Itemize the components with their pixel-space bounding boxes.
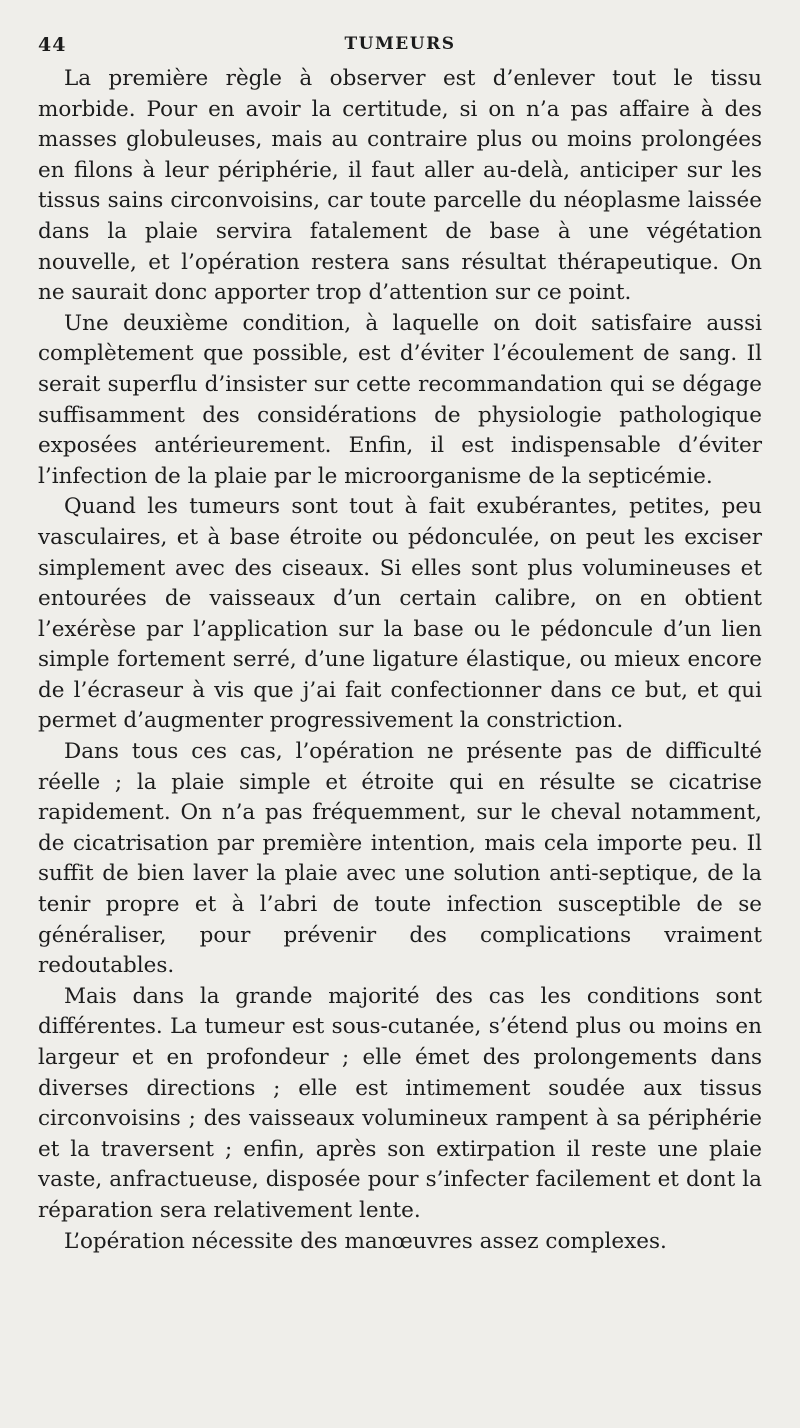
paragraph: Quand les tumeurs sont tout à fait exubérantes, petites, peu vasculaires, et à base étroite ou pédonculée, on peut les exciser simplement avec des ciseaux. Si elles sont plus volumineuses et entourées de vaisseaux d’un certain calibre, on en obtient l’exérèse par l’application sur la base ou le pédoncule d’un lien simple fortement serré, d’une ligature élastique, ou mieux encore de l’écraseur à vis que j’ai fait confectionner dans ce but, et qui permet d’augmenter progressivement la constriction. [38,494,762,734]
running-title: TUMEURS [344,34,456,54]
body-text [38,64,762,1257]
paragraph: La première règle à observer est d’enlever tout le tissu morbide. Pour en avoir la certitude, si on n’a pas affaire à des masses globuleuses, mais au contraire plus ou moins prolongées en filons à leur périphérie, il faut aller au-delà, anticiper sur les tissus sains circonvoisins, car toute parcelle du néoplasme laissée dans la plaie servira fatalement de base à une végétation nouvelle, et l’opération restera sans résultat thérapeutique. On ne saurait donc apporter trop d’attention sur ce point. [38,66,762,306]
paragraph: L’opération nécessite des manœuvres assez complexes. [64,1228,667,1254]
paragraph: Une deuxième condition, à laquelle on doit satisfaire aussi complètement que possible, est d’éviter l’écoulement de sang. Il serait superflu d’insister sur cette recommandation qui se dégage suffisamment des considérations de physiologie pathologique exposées antérieurement. Enfin, il est indispensable d’éviter l’infection de la plaie par le microorganisme de la septicémie. [38,310,762,489]
paragraph: Dans tous ces cas, l’opération ne présente pas de difficulté réelle ; la plaie simple et étroite qui en résulte se cicatrise rapidement. On n’a pas fréquemment, sur le cheval notamment, de cicatrisation par première intention, mais cela importe peu. Il suffit de bien laver la plaie avec une solution anti-septique, de la tenir propre et à l’abri de toute infection susceptible de se généraliser, pour prévenir des complications vraiment redoutables. [38,739,762,979]
page-header [38,30,762,64]
page-number: 44 [38,34,67,56]
paragraph: Mais dans la grande majorité des cas les conditions sont différentes. La tumeur est sous-cutanée, s’étend plus ou moins en largeur et en profondeur ; elle émet des prolongements dans diverses directions ; elle est intimement soudée aux tissus circonvoisins ; des vaisseaux volumineux rampent à sa périphérie et la traversent ; enfin, après son extirpation il reste une plaie vaste, anfractueuse, disposée pour s’infecter facilement et dont la réparation sera relativement lente. [38,983,762,1223]
